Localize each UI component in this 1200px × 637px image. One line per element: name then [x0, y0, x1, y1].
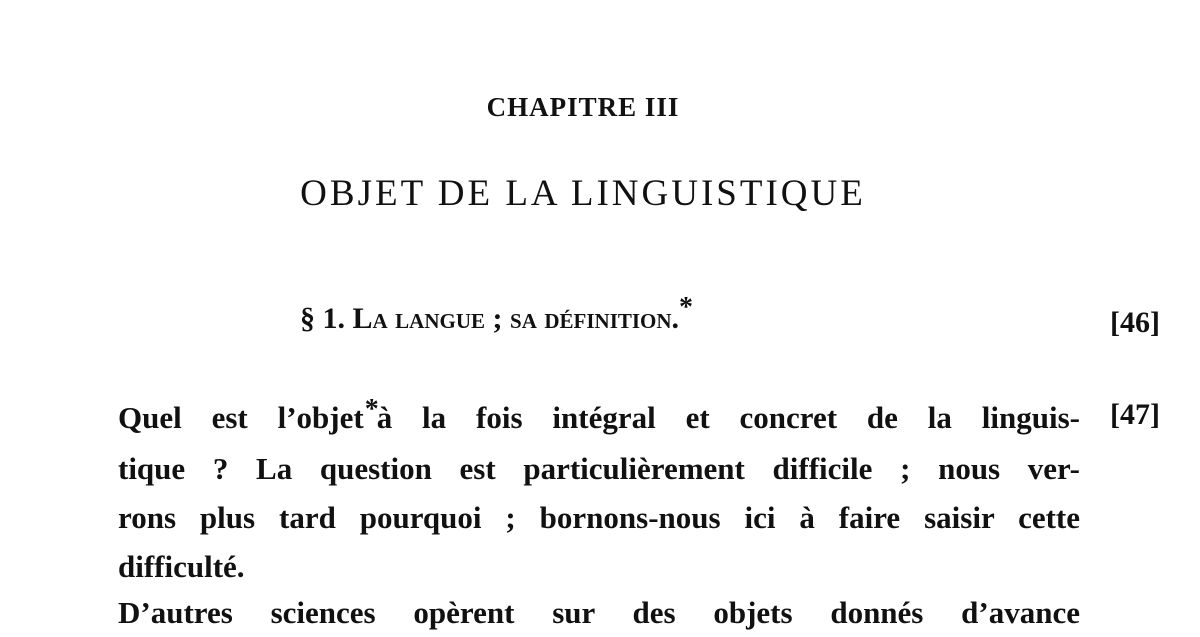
- section-heading-text: La langue ; sa définition.: [352, 302, 680, 335]
- margin-reference-47: [47]: [1110, 398, 1160, 431]
- paragraph-2: [118, 588, 1080, 637]
- line-1-start: Quel est l’objet: [118, 400, 364, 435]
- paragraph-1-line-3: rons plus tard pourquoi ; bornons-nous ici à faire saisir cette: [118, 500, 1080, 535]
- section-heading: [300, 292, 694, 336]
- paragraph-1: [118, 393, 1080, 591]
- chapter-label: CHAPITRE III: [486, 92, 680, 122]
- line-1-end: à la fois intégral et concret de la linguis-: [376, 400, 1080, 435]
- paragraph-1-line-1: [118, 393, 1080, 444]
- section-footnote-marker: *: [679, 292, 694, 323]
- paragraph-1-line-4: difficulté.: [118, 549, 245, 584]
- object-footnote-marker: *: [364, 394, 379, 425]
- paragraph-2-line-1: D’autres sciences opèrent sur des objets donnés d’avance: [118, 595, 1080, 630]
- section-number: § 1.: [300, 302, 353, 335]
- chapter-title: OBJET DE LA LINGUISTIQUE: [300, 173, 866, 214]
- paragraph-1-line-2: tique ? La question est particulièrement difficile ; nous ver-: [118, 451, 1080, 486]
- margin-reference-46: [46]: [1110, 306, 1160, 339]
